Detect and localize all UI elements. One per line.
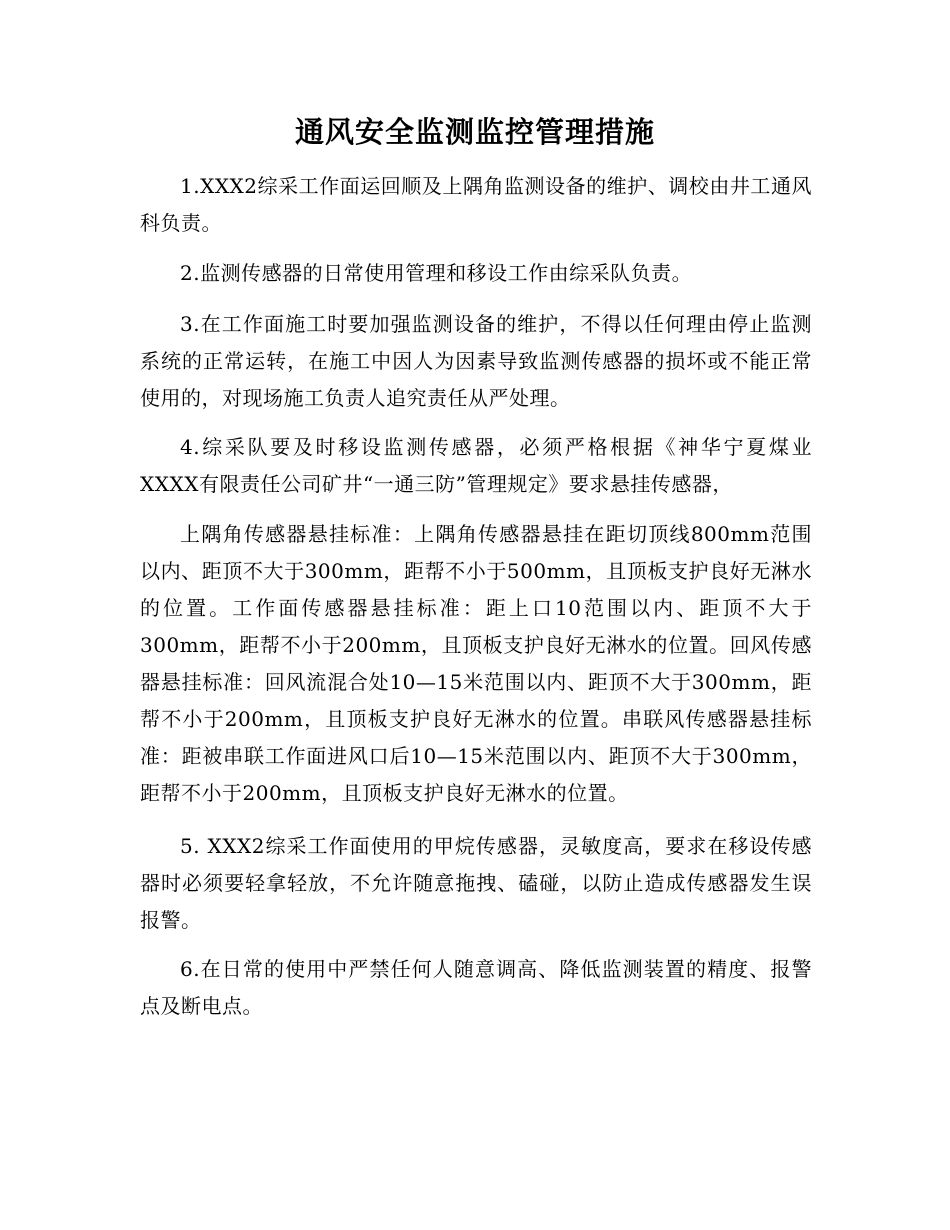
- paragraph-6: 6.在日常的使用中严禁任何人随意调高、降低监测装置的精度、报警点及断电点。: [140, 957, 812, 1018]
- paragraph-4: 4.综采队要及时移设监测传感器，必须严格根据《神华宁夏煤业XXXX有限责任公司矿井“一通三防”管理规定》要求悬挂传感器，: [140, 435, 812, 496]
- paragraph-1: 1.XXX2综采工作面运回顺及上隅角监测设备的维护、调校由井工通风科负责。: [140, 174, 812, 235]
- paragraph-sensor-standards: 上隅角传感器悬挂标准：上隅角传感器悬挂在距切顶线800mm范围以内、距顶不大于300mm，距帮不小于500mm，且顶板支护良好无淋水的位置。工作面传感器悬挂标准：距上口10范围以内、距顶不大于300mm，距帮不小于200mm，且顶板支护良好无淋水的位置。回风传感器悬挂标准：回风流混合处10—15米范围以内、距顶不大于300mm，距帮不小于200mm，且顶板支护良好无淋水的位置。串联风传感器悬挂标准：距被串联工作面进风口后10—15米范围以内、距顶不大于300mm，距帮不小于200mm，且顶板支护良好无淋水的位置。: [140, 522, 812, 805]
- paragraph-5: 5. XXX2综采工作面使用的甲烷传感器，灵敏度高，要求在移设传感器时必须要轻拿轻放，不允许随意拖拽、磕碰，以防止造成传感器发生误报警。: [140, 834, 812, 932]
- paragraph-2: 2.监测传感器的日常使用管理和移设工作由综采队负责。: [180, 261, 693, 285]
- paragraph-3: 3.在工作面施工时要加强监测设备的维护，不得以任何理由停止监测系统的正常运转，在施工中因人为因素导致监测传感器的损坏或不能正常使用的，对现场施工负责人追究责任从严处理。: [140, 312, 812, 410]
- document-title: 通风安全监测监控管理措施: [294, 115, 655, 149]
